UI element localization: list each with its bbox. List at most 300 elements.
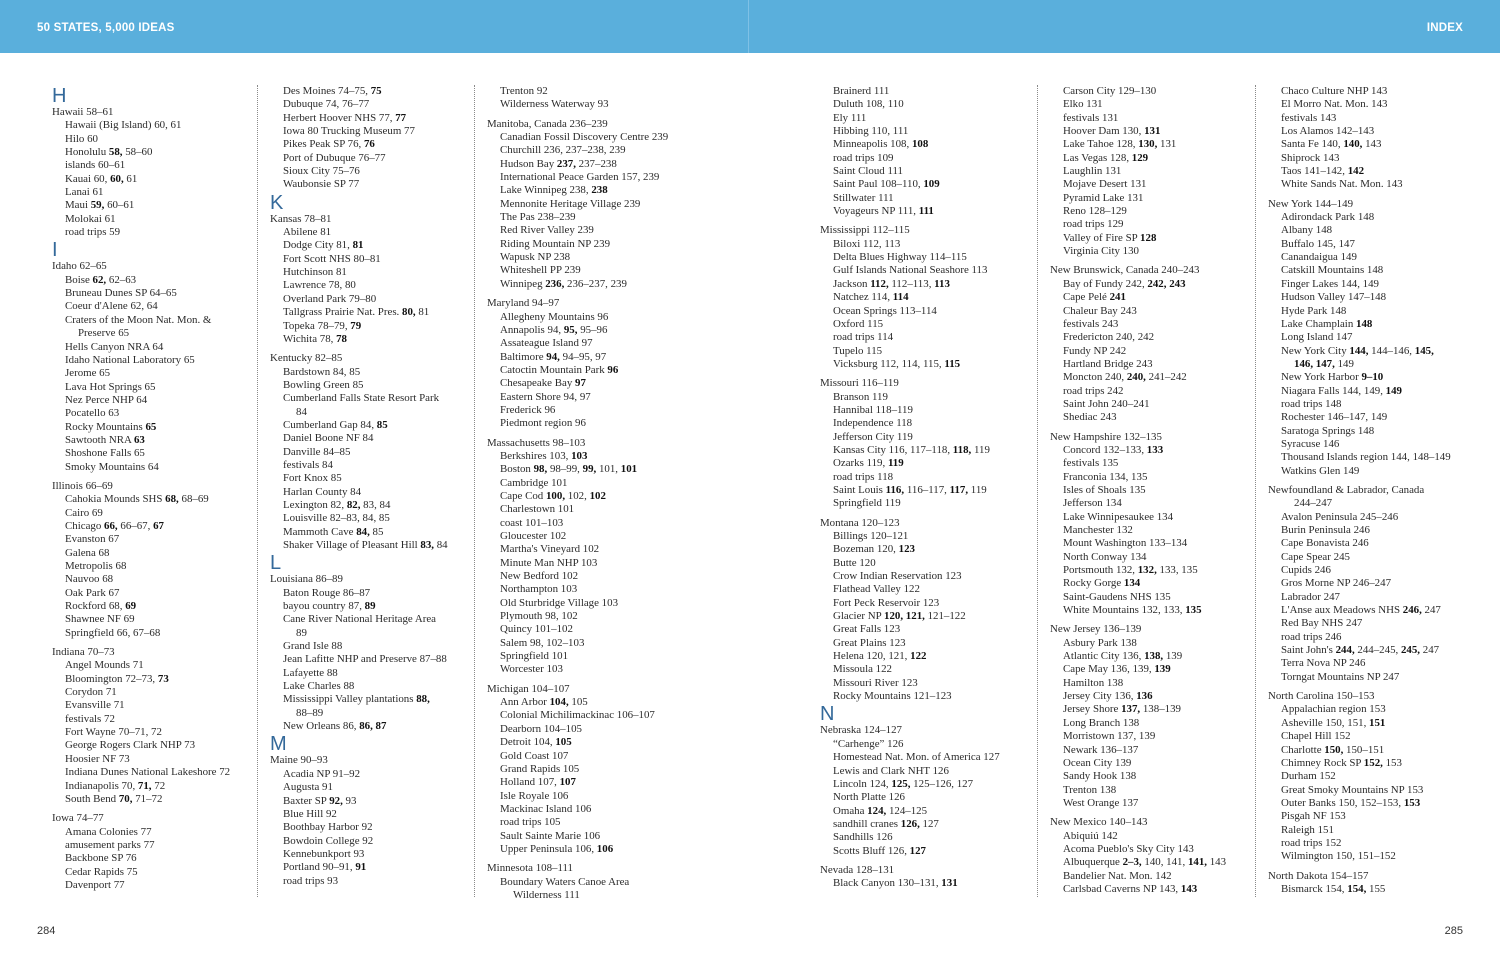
index-heading: Maine 90–93 [270, 754, 328, 767]
index-subentry: Hamilton 138 [1063, 676, 1124, 689]
index-heading: Indiana 70–73 [52, 646, 115, 659]
index-subentry: Corydon 71 [65, 686, 117, 699]
index-subentry: Virginia City 130 [1063, 245, 1139, 258]
index-subentry: Delta Blues Highway 114–115 [833, 251, 967, 264]
index-heading: New Brunswick, Canada 240–243 [1050, 264, 1200, 277]
index-subentry: Port of Dubuque 76–77 [283, 151, 386, 164]
index-subentry: Minute Man NHP 103 [500, 556, 598, 569]
section-letter: N [820, 703, 835, 726]
index-subentry: North Conway 134 [1063, 550, 1147, 563]
index-subentry: Springfield 119 [833, 497, 901, 510]
index-subentry: Albuquerque 2–3, 140, 141, 141, 143 [1063, 856, 1227, 869]
index-entry [270, 573, 475, 733]
index-subentry: George Rogers Clark NHP 73 [65, 739, 196, 752]
page-number-left: 284 [37, 925, 56, 937]
index-subentry: Hudson Bay 237, 237–238 [500, 157, 617, 170]
index-subentry: Thousand Islands region 144, 148–149 [1281, 451, 1451, 464]
index-subentry: Sandhills 126 [833, 831, 893, 844]
index-subentry: road trips 118 [833, 470, 894, 483]
index-entry [1268, 484, 1473, 684]
index-entry [820, 724, 1025, 857]
index-subentry: Ocean City 139 [1063, 756, 1132, 769]
index-subentry: Jerome 65 [65, 367, 111, 380]
index-heading: Minnesota 108–111 [487, 862, 574, 875]
index-subentry: Carson City 129–130 [1063, 85, 1157, 97]
index-subentry: Hyde Park 148 [1281, 304, 1347, 317]
index-subentry: Wichita 78, 78 [283, 332, 347, 345]
index-subentry: Independence 118 [833, 417, 913, 430]
index-entry [1050, 623, 1255, 810]
index-subentry: amusement parks 77 [65, 838, 155, 851]
index-subentry: Cumberland Falls State Resort Park [283, 392, 440, 405]
index-entry [820, 85, 1025, 218]
index-heading: Hawaii 58–61 [52, 106, 114, 118]
index-subentry: Voyageurs NP 111, 111 [833, 205, 934, 218]
index-subentry: Franconia 134, 135 [1063, 470, 1148, 483]
index-subentry: Sandy Hook 138 [1063, 770, 1137, 783]
index-subentry: Lawrence 78, 80 [283, 279, 356, 292]
index-subentry: Assateague Island 97 [500, 337, 593, 350]
index-subentry: Valley of Fire SP 128 [1063, 231, 1157, 244]
index-subentry: Great Smoky Mountains NP 153 [1281, 783, 1424, 796]
index-subentry: road trips 129 [1063, 218, 1124, 231]
index-heading: Manitoba, Canada 236–239 [487, 117, 608, 130]
index-subentry: Wilderness Waterway 93 [500, 98, 609, 111]
index-subentry: Lake Winnipesaukee 134 [1063, 510, 1174, 523]
index-subentry: festivals 84 [283, 458, 333, 471]
index-entry [487, 683, 692, 856]
index-subentry: Lake Tahoe 128, 130, 131 [1063, 138, 1177, 151]
index-subentry: Appalachian region 153 [1281, 703, 1386, 716]
index-subentry: Oxford 115 [833, 317, 884, 330]
index-subentry: Manchester 132 [1063, 524, 1133, 536]
index-subentry: Saint Cloud 111 [833, 165, 903, 178]
index-subentry: Kennebunkport 93 [283, 847, 365, 860]
index-subentry: Ozarks 119, 119 [833, 457, 904, 470]
index-subentry: Holland 107, 107 [500, 776, 576, 789]
index-subentry: Coeur d'Alene 62, 64 [65, 300, 158, 313]
index-subentry: Billings 120–121 [833, 530, 909, 542]
index-subentry: Carlsbad Caverns NP 143, 143 [1063, 882, 1198, 895]
index-subentry: Sawtooth NRA 63 [65, 433, 145, 446]
index-heading: Iowa 74–77 [52, 812, 104, 825]
index-column [474, 85, 692, 901]
index-subentry: Trenton 138 [1063, 783, 1117, 796]
index-subentry: Saratoga Springs 148 [1281, 424, 1375, 437]
index-subentry: Abiquiú 142 [1063, 829, 1118, 842]
section-letter: I [52, 239, 58, 262]
index-subentry: Jefferson City 119 [833, 430, 913, 443]
index-subentry: Cahokia Mounds SHS 68, 68–69 [65, 493, 209, 506]
index-subentry: Mount Washington 133–134 [1063, 537, 1188, 550]
index-subentry: Des Moines 74–75, 75 [283, 85, 382, 97]
index-subentry: Jean Lafitte NHP and Preserve 87–88 [283, 653, 447, 666]
index-subentry: Churchill 236, 237–238, 239 [500, 144, 626, 157]
index-heading: Michigan 104–107 [487, 682, 570, 695]
index-entry [52, 480, 257, 640]
index-subentry: Mackinac Island 106 [500, 802, 592, 815]
index-heading: Illinois 66–69 [52, 479, 113, 492]
index-subentry: Wilderness 111 [513, 888, 580, 901]
index-subentry: Black Canyon 130–131, 131 [833, 877, 958, 890]
index-subentry: Topeka 78–79, 79 [283, 319, 362, 332]
index-subentry: Saint Paul 108–110, 109 [833, 178, 940, 191]
index-subentry: road trips 105 [500, 816, 561, 829]
index-entry [1268, 690, 1473, 863]
index-subentry: Isles of Shoals 135 [1063, 483, 1146, 496]
index-subentry: Bay of Fundy 242, 242, 243 [1063, 277, 1186, 290]
index-subentry: Hartland Bridge 243 [1063, 357, 1153, 370]
index-subentry: Ann Arbor 104, 105 [500, 696, 588, 709]
index-subentry: Minneapolis 108, 108 [833, 138, 929, 151]
index-subentry: Allegheny Mountains 96 [500, 310, 609, 323]
index-subentry: Taos 141–142, 142 [1281, 165, 1365, 178]
index-subentry: Wapusk NP 238 [500, 251, 571, 264]
index-column [257, 85, 475, 897]
index-subentry: Laughlin 131 [1063, 165, 1122, 178]
top-banner [0, 0, 1500, 53]
index-subentry: Flathead Valley 122 [833, 583, 920, 596]
index-subentry: Stillwater 111 [833, 191, 894, 204]
index-entry [1268, 85, 1473, 192]
index-subentry: Saint Louis 116, 116–117, 117, 119 [833, 483, 987, 496]
index-subentry: Evanston 67 [65, 533, 120, 546]
index-entry [52, 812, 257, 892]
index-subentry: 89 [296, 626, 307, 639]
section-letter: K [270, 191, 284, 214]
index-subentry: Pikes Peak SP 76, 76 [283, 138, 375, 151]
index-subentry: Nez Perce NHP 64 [65, 393, 148, 406]
index-subentry: Evansville 71 [65, 699, 125, 712]
index-subentry: Bowdoin College 92 [283, 834, 374, 847]
index-subentry: Labrador 247 [1281, 590, 1340, 603]
index-subentry: West Orange 137 [1063, 796, 1139, 809]
index-subentry: Cambridge 101 [500, 476, 568, 489]
index-entry [1268, 198, 1473, 478]
index-subentry: Augusta 91 [283, 781, 333, 794]
index-subentry: Herbert Hoover NHS 77, 77 [283, 111, 407, 124]
index-subentry: Asheville 150, 151, 151 [1281, 716, 1386, 729]
index-subentry: Cape Bonavista 246 [1281, 537, 1369, 550]
index-subentry: Buffalo 145, 147 [1281, 237, 1355, 250]
index-entry [820, 224, 1025, 371]
index-subentry: Annapolis 94, 95, 95–96 [500, 323, 608, 336]
index-subentry: Vicksburg 112, 114, 115, 115 [833, 357, 961, 370]
index-subentry: Canandaigua 149 [1281, 251, 1357, 264]
index-subentry: Molokai 61 [65, 212, 116, 225]
index-subentry: Fredericton 240, 242 [1063, 331, 1155, 344]
index-subentry: Colonial Michilimackinac 106–107 [500, 709, 655, 722]
index-subentry: Isle Royale 106 [500, 789, 569, 802]
index-subentry: Boothbay Harbor 92 [283, 821, 373, 834]
index-subentry: Lanai 61 [65, 186, 104, 199]
index-subentry: 84 [296, 405, 307, 418]
index-subentry: Nauvoo 68 [65, 573, 114, 586]
index-subentry: Fort Peck Reservoir 123 [833, 596, 940, 609]
index-entry [52, 260, 257, 474]
index-entry [270, 352, 475, 552]
index-subentry: Long Island 147 [1281, 331, 1353, 344]
index-heading: Newfoundland & Labrador, Canada [1268, 483, 1425, 496]
index-subentry: New York City 144, 144–146, 145, [1281, 344, 1434, 357]
index-entry [270, 754, 475, 887]
index-heading: North Carolina 150–153 [1268, 690, 1375, 703]
index-subentry: South Bend 70, 71–72 [65, 792, 163, 805]
index-subentry: Glacier NP 120, 121, 121–122 [833, 610, 966, 623]
index-subentry: “Carhenge” 126 [833, 737, 904, 750]
index-subentry: Maui 59, 60–61 [65, 199, 135, 212]
index-subentry: Moncton 240, 240, 241–242 [1063, 371, 1187, 384]
index-subentry: Chimney Rock SP 152, 153 [1281, 756, 1402, 769]
index-subentry: Daniel Boone NF 84 [283, 432, 374, 445]
index-entry [1050, 85, 1255, 258]
index-subentry: Wilmington 150, 151–152 [1281, 850, 1396, 863]
index-subentry: Baton Rouge 86–87 [283, 586, 371, 599]
index-subentry: Pyramid Lake 131 [1063, 191, 1144, 204]
index-subentry: Chapel Hill 152 [1281, 730, 1351, 743]
index-subentry: Lexington 82, 82, 83, 84 [283, 498, 391, 511]
index-subentry: Durham 152 [1281, 770, 1336, 783]
index-subentry: Worcester 103 [500, 663, 563, 676]
index-subentry: Preserve 65 [78, 327, 130, 340]
index-subentry: Gros Morne NP 246–247 [1281, 577, 1392, 590]
index-subentry: festivals 131 [1063, 111, 1119, 124]
index-subentry: Honolulu 58, 58–60 [65, 146, 153, 159]
index-subentry: Harlan County 84 [283, 485, 362, 498]
index-heading: Montana 120–123 [820, 516, 900, 529]
index-subentry: Lafayette 88 [283, 666, 338, 679]
index-subentry: Jersey City 136, 136 [1063, 690, 1153, 703]
index-subentry: Concord 132–133, 133 [1063, 443, 1164, 456]
index-heading: New Jersey 136–139 [1050, 623, 1142, 636]
index-subentry: Dodge City 81, 81 [283, 239, 364, 252]
index-subentry: Boundary Waters Canoe Area [500, 875, 630, 888]
index-subentry: Hibbing 110, 111 [833, 125, 909, 138]
index-subentry: Shawnee NF 69 [65, 613, 135, 626]
section-letter: M [270, 733, 287, 756]
index-subentry: Lake Winnipeg 238, 238 [500, 184, 608, 197]
index-subentry: Ocean Springs 113–114 [833, 304, 937, 317]
index-heading: New Hampshire 132–135 [1050, 430, 1162, 443]
index-subentry: Winnipeg 236, 236–237, 239 [500, 277, 627, 290]
index-subentry: L'Anse aux Meadows NHS 246, 247 [1281, 604, 1441, 617]
index-entry [820, 864, 1025, 891]
index-subentry: New York Harbor 9–10 [1281, 371, 1384, 384]
index-subentry: Raleigh 151 [1281, 823, 1334, 836]
index-heading: New Mexico 140–143 [1050, 816, 1148, 829]
index-entry [52, 106, 257, 239]
index-subentry: Lewis and Clark NHT 126 [833, 764, 949, 777]
index-subentry: bayou country 87, 89 [283, 600, 376, 613]
index-subentry: Fort Knox 85 [283, 472, 342, 485]
index-subentry: Grand Rapids 105 [500, 762, 580, 775]
index-subentry: Bruneau Dunes SP 64–65 [65, 287, 177, 300]
index-subentry: Salem 98, 102–103 [500, 636, 585, 649]
index-entry [270, 213, 475, 346]
spine-divider [748, 0, 749, 53]
index-subentry: Shoshone Falls 65 [65, 447, 145, 460]
index-subentry: Reno 128–129 [1063, 205, 1127, 218]
index-subentry: islands 60–61 [65, 159, 126, 172]
index-subentry: Baltimore 94, 94–95, 97 [500, 350, 607, 363]
index-subentry: Torngat Mountains NP 247 [1281, 670, 1400, 683]
index-subentry: Catskill Mountains 148 [1281, 264, 1384, 277]
index-subentry: road trips 109 [833, 151, 894, 164]
index-subentry: Biloxi 112, 113 [833, 237, 901, 250]
index-subentry: Cape Spear 245 [1281, 550, 1350, 563]
index-column [1037, 85, 1255, 897]
index-subentry: Portland 90–91, 91 [283, 861, 367, 874]
index-subentry: Cape May 136, 139, 139 [1063, 663, 1171, 676]
index-heading: Mississippi 112–115 [820, 224, 910, 237]
index-subentry: Cedar Rapids 75 [65, 865, 138, 878]
index-subentry: Chaleur Bay 243 [1063, 304, 1137, 317]
index-subentry: Shediac 243 [1063, 411, 1117, 424]
index-entry [487, 437, 692, 677]
index-subentry: Santa Fe 140, 140, 143 [1281, 138, 1382, 151]
index-subentry: Bowling Green 85 [283, 378, 364, 391]
index-subentry: Shiprock 143 [1281, 151, 1340, 164]
index-entry [270, 85, 475, 192]
index-heading: North Dakota 154–157 [1268, 869, 1369, 882]
index-subentry: Duluth 108, 110 [833, 98, 904, 111]
index-subentry: road trips 246 [1281, 630, 1342, 643]
index-subentry: Jefferson 134 [1063, 497, 1122, 510]
index-subentry: Missoula 122 [833, 663, 892, 676]
index-subentry: Kauai 60, 60, 61 [65, 172, 138, 185]
index-subentry: Crow Indian Reservation 123 [833, 570, 962, 583]
index-subentry: Cupids 246 [1281, 564, 1331, 577]
index-subentry: Hells Canyon NRA 64 [65, 340, 164, 353]
index-subentry: Branson 119 [833, 390, 888, 403]
index-subentry: Missouri River 123 [833, 676, 918, 689]
index-subentry: Jersey Shore 137, 138–139 [1063, 703, 1181, 716]
index-subentry: Angel Mounds 71 [65, 659, 144, 672]
index-subentry: Butte 120 [833, 556, 876, 569]
index-heading: Massachusetts 98–103 [487, 436, 586, 449]
index-subentry: Morristown 137, 139 [1063, 730, 1156, 743]
index-subentry: Springfield 101 [500, 650, 569, 663]
index-subentry: 146, 147, 149 [1294, 357, 1354, 370]
index-heading: Idaho 62–65 [52, 260, 107, 273]
index-subentry: sandhill cranes 126, 127 [833, 817, 939, 830]
index-subentry: Pisgah NF 153 [1281, 810, 1346, 823]
index-subentry: Albany 148 [1281, 224, 1333, 237]
index-subentry: Adirondack Park 148 [1281, 211, 1375, 224]
index-subentry: Elko 131 [1063, 98, 1103, 111]
index-subentry: road trips 148 [1281, 397, 1342, 410]
index-subentry: festivals 135 [1063, 457, 1119, 470]
index-subentry: Rockford 68, 69 [65, 600, 137, 613]
index-heading: New York 144–149 [1268, 197, 1354, 210]
index-subentry: New Orleans 86, 86, 87 [283, 720, 387, 733]
index-subentry: Backbone SP 76 [65, 852, 137, 865]
index-subentry: Tallgrass Prairie Nat. Pres. 80, 81 [283, 306, 430, 319]
index-subentry: Riding Mountain NP 239 [500, 237, 611, 250]
index-heading: Nevada 128–131 [820, 863, 895, 876]
index-subentry: Canadian Fossil Discovery Centre 239 [500, 131, 669, 144]
index-subentry: Omaha 124, 124–125 [833, 804, 928, 817]
section-title: INDEX [1426, 22, 1463, 34]
index-subentry: road trips 114 [833, 331, 894, 344]
index-subentry: Rochester 146–147, 149 [1281, 411, 1388, 424]
index-subentry: Boston 98, 98–99, 99, 101, 101 [500, 463, 638, 476]
index-subentry: Charlotte 150, 150–151 [1281, 743, 1385, 756]
index-subentry: Rocky Mountains 65 [65, 420, 157, 433]
index-subentry: Martha's Vineyard 102 [500, 543, 600, 556]
index-subentry: Burin Peninsula 246 [1281, 524, 1370, 536]
index-subentry: Great Falls 123 [833, 623, 901, 636]
index-subentry: Baxter SP 92, 93 [283, 794, 357, 807]
index-subentry: Piedmont region 96 [500, 417, 586, 430]
index-subentry: Waubonsie SP 77 [283, 178, 360, 191]
index-subentry: Red River Valley 239 [500, 224, 594, 237]
index-subentry: Abilene 81 [283, 226, 332, 239]
index-subentry: Idaho National Laboratory 65 [65, 353, 195, 366]
index-subentry: Los Alamos 142–143 [1281, 125, 1375, 138]
index-subentry: Niagara Falls 144, 149, 149 [1281, 384, 1402, 397]
index-subentry: Blue Hill 92 [283, 807, 337, 820]
index-subentry: Oak Park 67 [65, 586, 120, 599]
index-subentry: Cumberland Gap 84, 85 [283, 418, 388, 431]
index-subentry: coast 101–103 [500, 516, 564, 529]
index-subentry: New Bedford 102 [500, 570, 579, 583]
index-entry [1050, 816, 1255, 896]
index-subentry: International Peace Garden 157, 239 [500, 171, 660, 184]
index-subentry: road trips 242 [1063, 384, 1124, 397]
index-subentry: Red Bay NHS 247 [1281, 617, 1363, 630]
index-subentry: Mammoth Cave 84, 85 [283, 525, 384, 538]
index-entry [487, 297, 692, 430]
index-entry [820, 517, 1025, 704]
index-subentry: Hudson Valley 147–148 [1281, 291, 1387, 304]
index-heading: Louisiana 86–89 [270, 573, 343, 586]
index-subentry: Long Branch 138 [1063, 716, 1140, 729]
index-heading: Kentucky 82–85 [270, 352, 343, 365]
index-subentry: Cape Cod 100, 102, 102 [500, 489, 606, 502]
index-subentry: Saint John's 244, 244–245, 245, 247 [1281, 644, 1440, 657]
index-entry [1050, 431, 1255, 618]
index-subentry: Hannibal 118–119 [833, 403, 913, 416]
index-heading: Kansas 78–81 [270, 212, 332, 225]
index-subentry: Kansas City 116, 117–118, 118, 119 [833, 443, 990, 456]
index-subentry: road trips 152 [1281, 836, 1342, 849]
index-subentry: Boise 62, 62–63 [65, 273, 137, 286]
page-number-right: 285 [1444, 925, 1463, 937]
index-subentry: Watkins Glen 149 [1281, 464, 1360, 477]
index-subentry: Chesapeake Bay 97 [500, 377, 586, 390]
index-subentry: Newark 136–137 [1063, 743, 1139, 756]
index-subentry: Mississippi Valley plantations 88, [283, 693, 430, 706]
index-subentry: Saint-Gaudens NHS 135 [1063, 590, 1171, 603]
index-entry [487, 862, 692, 902]
index-subentry: Detroit 104, 105 [500, 736, 572, 749]
index-subentry: Pocatello 63 [65, 407, 120, 420]
index-subentry: Charlestown 101 [500, 503, 575, 516]
index-subentry: Lincoln 124, 125, 125–126, 127 [833, 777, 974, 790]
index-subentry: 88–89 [296, 706, 324, 719]
index-entry [820, 377, 1025, 510]
index-subentry: festivals 243 [1063, 317, 1119, 330]
index-subentry: Hawaii (Big Island) 60, 61 [65, 119, 182, 132]
index-subentry: Fundy NP 242 [1063, 344, 1127, 357]
index-subentry: White Mountains 132, 133, 135 [1063, 604, 1202, 617]
index-heading: Nebraska 124–127 [820, 724, 902, 737]
index-subentry: Trenton 92 [500, 85, 548, 97]
index-subentry: Bismarck 154, 154, 155 [1281, 882, 1386, 895]
index-subentry: Louisville 82–83, 84, 85 [283, 512, 390, 525]
index-subentry: Outer Banks 150, 152–153, 153 [1281, 796, 1421, 809]
